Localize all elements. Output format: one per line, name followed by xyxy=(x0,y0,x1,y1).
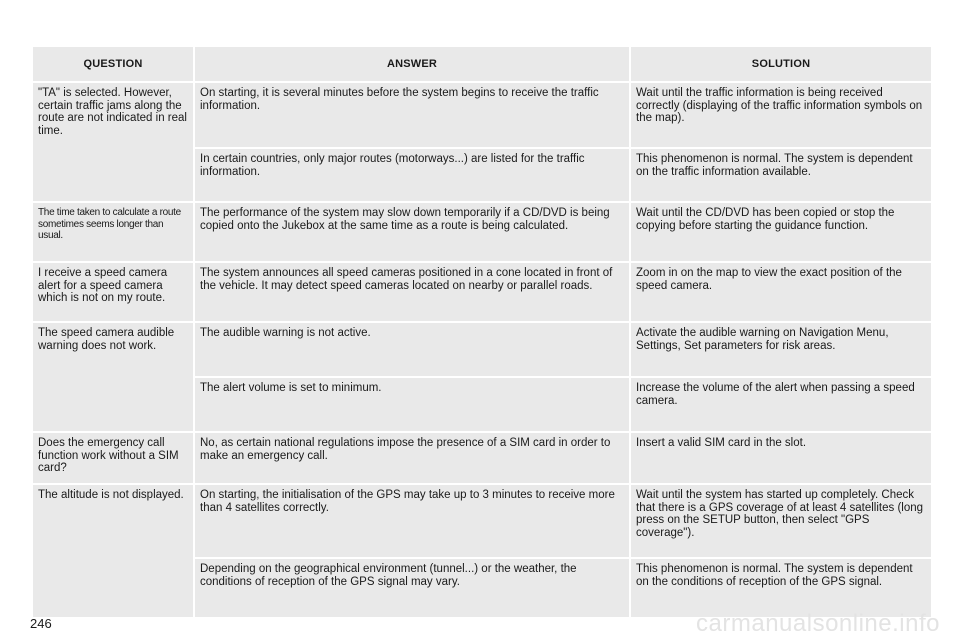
question-cell: "TA" is selected. However, certain traffic jams along the route are not indicated in real time. xyxy=(33,83,193,201)
header-question: QUESTION xyxy=(33,47,193,81)
solution-cell: This phenomenon is normal. The system is dependent on the traffic information available. xyxy=(631,149,931,201)
table-row xyxy=(33,433,931,483)
solution-cell: Wait until the CD/DVD has been copied or stop the copying before starting the guidance function. xyxy=(631,203,931,261)
answer-cell: In certain countries, only major routes (motorways...) are listed for the traffic information. xyxy=(195,149,629,201)
solution-cell: Wait until the system has started up completely. Check that there is a GPS coverage of at least 4 satellites (long press on the SETUP button, then select "GPS coverage"). xyxy=(631,485,931,557)
question-cell: I receive a speed camera alert for a speed camera which is not on my route. xyxy=(33,263,193,321)
table-row xyxy=(33,323,931,376)
solution-cell: This phenomenon is normal. The system is dependent on the conditions of reception of the GPS signal. xyxy=(631,559,931,617)
answer-cell: The performance of the system may slow down temporarily if a CD/DVD is being copied onto the Jukebox at the same time as a route is being calculated. xyxy=(195,203,629,261)
table-row xyxy=(33,485,931,557)
answer-cell: On starting, it is several minutes before the system begins to receive the traffic information. xyxy=(195,83,629,147)
table-header-row xyxy=(33,47,931,81)
question-cell: The time taken to calculate a route sometimes seems longer than usual. xyxy=(33,203,193,261)
answer-cell: No, as certain national regulations impose the presence of a SIM card in order to make an emergency call. xyxy=(195,433,629,483)
table-row xyxy=(33,203,931,261)
solution-cell: Wait until the traffic information is being received correctly (displaying of the traffic information symbols on the map). xyxy=(631,83,931,147)
header-solution: SOLUTION xyxy=(631,47,931,81)
answer-cell: The audible warning is not active. xyxy=(195,323,629,376)
faq-table xyxy=(31,45,933,619)
solution-cell: Insert a valid SIM card in the slot. xyxy=(631,433,931,483)
page-number: 246 xyxy=(30,616,52,631)
question-cell: The altitude is not displayed. xyxy=(33,485,193,617)
answer-cell: The system announces all speed cameras positioned in a cone located in front of the vehicle. It may detect speed cameras located on nearby or parallel roads. xyxy=(195,263,629,321)
answer-cell: On starting, the initialisation of the GPS may take up to 3 minutes to receive more than 4 satellites correctly. xyxy=(195,485,629,557)
watermark: carmanualsonline.info xyxy=(696,610,940,637)
table-row xyxy=(33,263,931,321)
answer-cell: The alert volume is set to minimum. xyxy=(195,378,629,431)
header-answer: ANSWER xyxy=(195,47,629,81)
question-cell: Does the emergency call function work without a SIM card? xyxy=(33,433,193,483)
solution-cell: Zoom in on the map to view the exact position of the speed camera. xyxy=(631,263,931,321)
question-cell: The speed camera audible warning does not work. xyxy=(33,323,193,431)
solution-cell: Activate the audible warning on Navigation Menu, Settings, Set parameters for risk areas. xyxy=(631,323,931,376)
table-row xyxy=(33,83,931,147)
solution-cell: Increase the volume of the alert when passing a speed camera. xyxy=(631,378,931,431)
answer-cell: Depending on the geographical environment (tunnel...) or the weather, the conditions of reception of the GPS signal may vary. xyxy=(195,559,629,617)
